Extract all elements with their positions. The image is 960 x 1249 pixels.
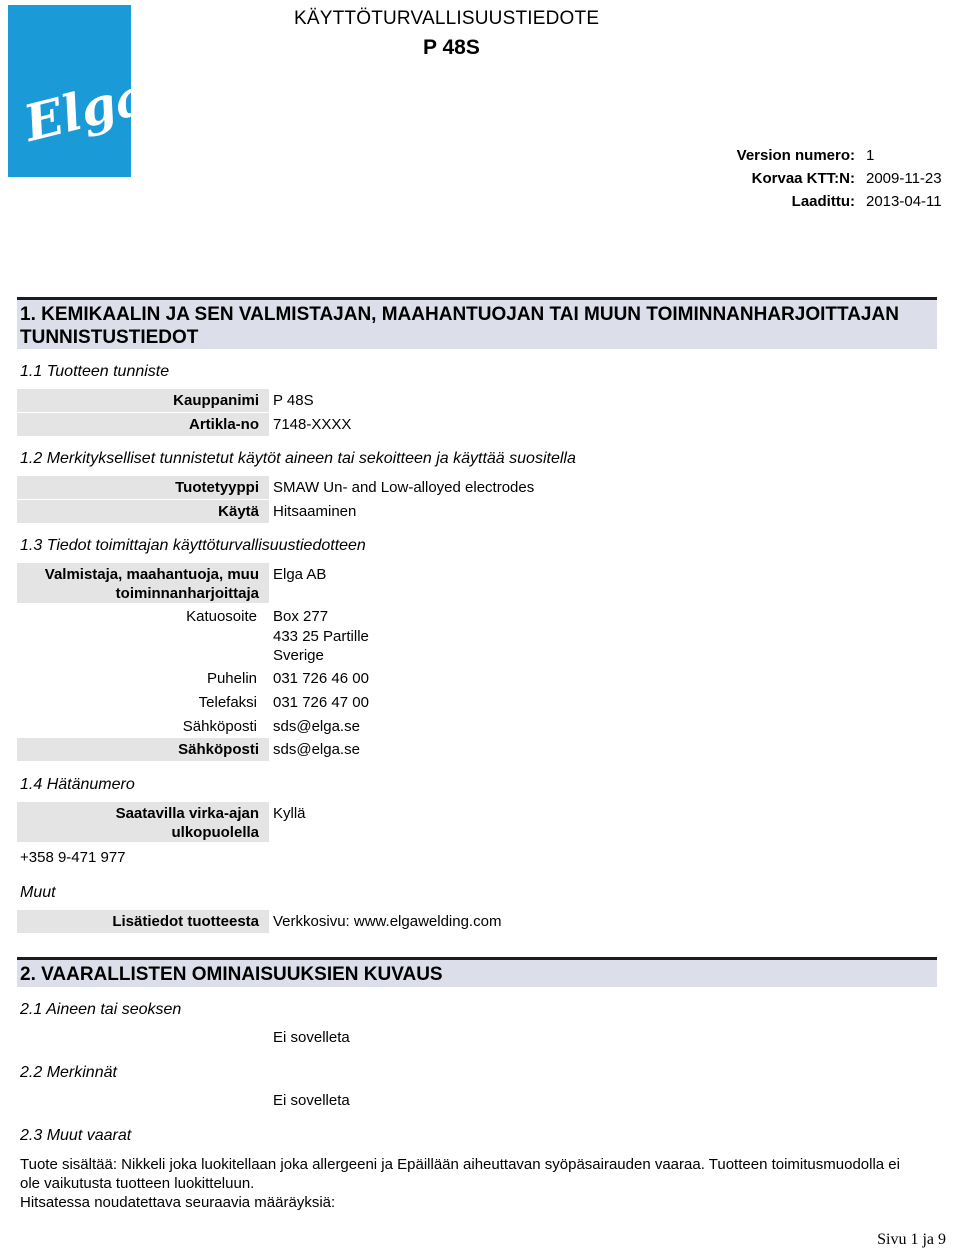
product-info-label: Lisätiedot tuotteesta — [17, 910, 269, 933]
subsection-1-3-title: 1.3 Tiedot toimittajan käyttöturvallisuustiedotteen — [20, 537, 366, 554]
address-label: Katuosoite — [186, 608, 257, 625]
email2-label: Sähköposti — [17, 738, 269, 761]
availability-label — [17, 802, 269, 842]
article-value: 7148-XXXX — [273, 416, 352, 433]
created-label: Laadittu: — [791, 193, 855, 210]
address-line3: Sverige — [273, 647, 324, 664]
availability-label-line1: Saatavilla virka-ajan — [115, 805, 259, 822]
availability-value: Kyllä — [273, 805, 306, 822]
logo-text: Elga — [18, 65, 154, 153]
supplier-label-line1: Valmistaja, maahantuoja, muu — [44, 566, 259, 583]
tradename-value: P 48S — [273, 392, 314, 409]
phone-label: Puhelin — [206, 670, 257, 687]
version-value: 1 — [866, 147, 875, 164]
supplier-label-line2: toiminnanharjoittaja — [115, 585, 259, 602]
section-2-heading: 2. VAARALLISTEN OMINAISUUKSIEN KUVAUS — [17, 957, 937, 987]
other-title: Muut — [20, 884, 56, 901]
email-value[interactable]: sds@elga.se — [273, 718, 360, 735]
section-1-heading — [17, 297, 937, 349]
subsection-2-2-value: Ei sovelleta — [273, 1092, 350, 1109]
created-value: 2013-04-11 — [866, 193, 942, 210]
other-hazards-line3: Hitsatessa noudatettava seuraavia määräyksiä: — [20, 1194, 336, 1211]
subsection-2-2-title: 2.2 Merkinnät — [20, 1064, 117, 1081]
other-hazards-line2: ole vaikutusta tuotteen luokitteluun. — [20, 1175, 255, 1192]
tradename-label: Kauppanimi — [17, 389, 269, 412]
subsection-1-1-title: 1.1 Tuotteen tunniste — [20, 363, 170, 380]
email-label: Sähköposti — [182, 718, 257, 735]
fax-label: Telefaksi — [198, 694, 257, 711]
version-label: Version numero: — [736, 147, 855, 164]
section-1-heading-line2: TUNNISTUSTIEDOT — [20, 327, 199, 348]
use-value: Hitsaaminen — [273, 503, 357, 520]
article-label: Artikla-no — [17, 413, 269, 436]
availability-label-line2: ulkopuolella — [171, 824, 259, 841]
product-type-label: Tuotetyyppi — [17, 476, 269, 499]
email2-value[interactable]: sds@elga.se — [273, 741, 360, 758]
emergency-number: +358 9-471 977 — [20, 849, 126, 866]
subsection-1-2-title: 1.2 Merkitykselliset tunnistetut käytöt aineen tai sekoitteen ja käyttää suositella — [20, 450, 576, 467]
product-title: P 48S — [423, 36, 480, 59]
elga-logo-mark — [8, 5, 154, 177]
section-1-heading-line1: 1. KEMIKAALIN JA SEN VALMISTAJAN, MAAHANTUOJAN TAI MUUN TOIMINNANHARJOITTAJAN — [20, 304, 899, 325]
elga-logo — [8, 5, 154, 177]
supplier-label — [17, 563, 269, 603]
subsection-2-1-title: 2.1 Aineen tai seoksen — [20, 1001, 182, 1018]
fax-value: 031 726 47 00 — [273, 694, 369, 711]
subsection-2-3-title: 2.3 Muut vaarat — [20, 1127, 132, 1144]
product-type-value: SMAW Un- and Low-alloyed electrodes — [273, 479, 535, 496]
address-line1: Box 277 — [273, 608, 329, 625]
use-label: Käytä — [17, 500, 269, 523]
product-info-value[interactable]: Verkkosivu: www.elgawelding.com — [273, 913, 502, 930]
address-line2: 433 25 Partille — [273, 627, 369, 645]
address-value — [273, 607, 369, 666]
other-hazards-text — [20, 1155, 945, 1212]
document-title: KÄYTTÖTURVALLISUUSTIEDOTE — [294, 8, 600, 29]
other-hazards-line1: Tuote sisältää: Nikkeli joka luokitellaan joka allergeeni ja Epäillään aiheuttavan syöpäsairauden vaaraa. Tuotteen toimitusmuodolla ei — [20, 1156, 900, 1173]
replaces-value: 2009-11-23 — [866, 170, 942, 187]
phone-value: 031 726 46 00 — [273, 670, 369, 687]
subsection-1-4-title: 1.4 Hätänumero — [20, 776, 135, 793]
supplier-value: Elga AB — [273, 566, 327, 583]
subsection-2-1-value: Ei sovelleta — [273, 1029, 350, 1046]
replaces-label: Korvaa KTT:N: — [751, 170, 855, 187]
page-number: Sivu 1 ja 9 — [877, 1231, 946, 1248]
